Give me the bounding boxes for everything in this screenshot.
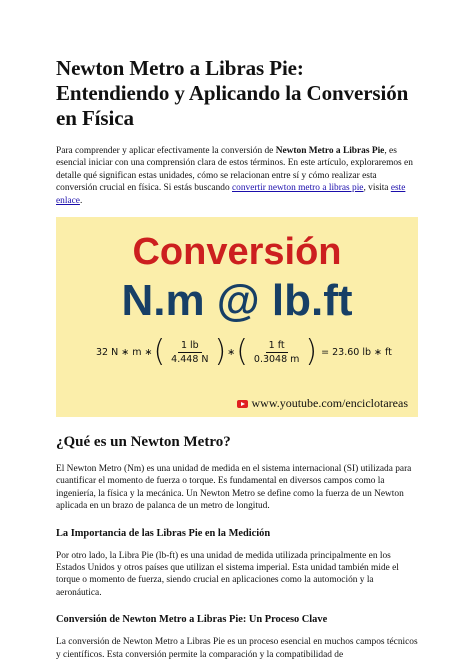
formula-paren-close: ) [305, 334, 318, 370]
intro-text-start: Para comprender y aplicar efectivamente la conversión de [56, 146, 276, 156]
intro-text-mid: , visita [363, 183, 391, 194]
section-heading-newton-metro: ¿Qué es un Newton Metro? [56, 434, 231, 451]
formula-rhs: = 23.60 lb ∗ ft [321, 346, 392, 358]
youtube-icon [237, 400, 248, 408]
intro-text-body: , es esencial iniciar con una comprensión clara de estos términos. En este artículo, exploraremos en detalle qué significan estas unidades, cómo se relacionan entre sí y cómo realizar esta conversión crucial en física. Si estás buscando [56, 146, 413, 194]
section-body-libras-pie: Por otro lado, la Libra Pie (lb-ft) es una unidad de medida utilizada principalmente en los Estados Unidos y otros países que utilizan el sistema imperial. Esta unidad también mide el torque o momento de fuerza, siendo crucial en aplicaciones como la automoción y la aeronáutica. [56, 550, 399, 598]
banner-title: Conversión [132, 231, 342, 274]
formula-fraction-ft [251, 340, 303, 365]
intro-bold-term: Newton Metro a Libras Pie [275, 146, 385, 156]
formula-paren-open: ( [236, 334, 248, 370]
this-link[interactable]: este enlace [56, 183, 406, 206]
section-body-conversion: La conversión de Newton Metro a Libras Pie es un proceso esencial en muchos campos técnicos y científicos. Esta conversión permite la comparación y la compatibilidad de [56, 637, 418, 660]
section-body-newton-metro: El Newton Metro (Nm) es una unidad de medida en el sistema internacional (SI) utilizada para cuantificar el momento de fuerza o torque. Es fundamental en diversos campos como la ingeniería, la física y la mecánica. Un Newton Metro se define como la fuerza de un Newton aplicada en un brazo de palanca de un metro de longitud. [56, 464, 412, 512]
section-heading-libras-pie: La Importancia de las Libras Pie en la Medición [56, 527, 271, 539]
formula-paren-close: ) [214, 334, 227, 370]
formula-lhs: 32 N ∗ m ∗ [96, 346, 153, 358]
document-page [56, 56, 418, 661]
banner-subtitle: N.m @ lb.ft [121, 276, 353, 326]
conversion-banner-image [56, 217, 418, 417]
page-title: Newton Metro a Libras Pie: Entendiendo y Aplicando la Conversión en Física [56, 56, 409, 130]
intro-text-end: . [79, 195, 83, 206]
formula-fraction-lb [168, 340, 211, 365]
convert-link[interactable]: convertir newton metro a libras pie [232, 183, 364, 194]
formula-paren-open: ( [153, 334, 166, 370]
intro-paragraph [56, 145, 418, 207]
conversion-formula [96, 334, 392, 370]
section-heading-conversion: Conversión de Newton Metro a Libras Pie: Un Proceso Clave [56, 614, 328, 626]
fraction-numerator: 1 ft [266, 340, 288, 353]
formula-operator: ∗ [227, 346, 236, 358]
youtube-credit [237, 396, 409, 411]
fraction-denominator: 0.3048 m [253, 353, 300, 365]
fraction-denominator: 4.448 N [171, 353, 209, 365]
youtube-url: www.youtube.com/enciclotareas [251, 396, 408, 411]
fraction-numerator: 1 lb [178, 340, 202, 353]
